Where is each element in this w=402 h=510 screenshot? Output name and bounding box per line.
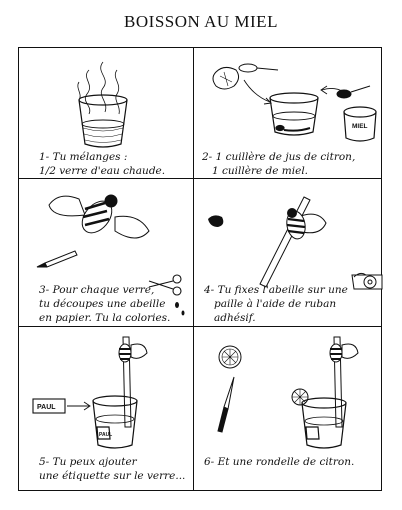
step-4-line-3: adhésif. — [214, 312, 256, 324]
tag-icon — [33, 399, 65, 413]
step-5-line-1: 5- Tu peux ajouter — [39, 456, 137, 468]
knife-icon — [218, 377, 234, 432]
paint-drop-icon — [175, 302, 185, 316]
instruction-grid — [18, 47, 382, 491]
step-5-line-2: une étiquette sur le verre... — [39, 470, 186, 482]
step-3-line-2: tu découpes une abeille — [39, 298, 166, 310]
spoon-icon — [337, 86, 370, 98]
tape-icon — [352, 273, 382, 289]
step-4-line-2: paille à l'aide de ruban — [214, 298, 337, 310]
step-6-line-1: 6- Et une rondelle de citron. — [204, 456, 355, 468]
bee-icon — [285, 209, 326, 241]
step-1-line-1: 1- Tu mélanges : — [39, 151, 128, 163]
pencil-icon — [37, 251, 77, 267]
bee-icon — [330, 344, 358, 362]
step-1-panel — [19, 48, 193, 178]
jar-label: MIEL — [352, 123, 368, 130]
step-3-caption — [39, 283, 170, 325]
step-6-panel — [194, 327, 383, 492]
lemon-slice-icon — [292, 389, 308, 405]
steam-icon — [78, 62, 119, 114]
step-3-line-3: en papier. Tu la colories. — [39, 312, 171, 324]
tag-label: PAUL — [37, 404, 56, 411]
step-2-line-2: 1 cuillère de miel. — [212, 165, 309, 177]
step-2-line-1: 2- 1 cuillère de jus de citron, — [202, 151, 356, 163]
spoon-icon — [239, 64, 278, 72]
bee-icon — [119, 344, 147, 362]
step-4-line-1: 4- Tu fixes l'abeille sur une — [204, 284, 348, 296]
step-1-line-2: 1/2 verre d'eau chaude. — [39, 165, 166, 177]
step-5-panel — [19, 327, 193, 492]
step-4-panel — [194, 179, 383, 326]
bee-icon — [49, 195, 149, 239]
arrowhead-icon — [321, 86, 327, 94]
lemon-slice-icon — [219, 346, 241, 368]
glass-tag-label: PAUL — [99, 432, 113, 438]
step-1-caption — [39, 150, 165, 178]
lemon-icon — [213, 67, 239, 89]
straw-icon — [260, 197, 310, 287]
step-2-caption — [202, 150, 355, 178]
step-2-panel — [194, 48, 383, 178]
step-3-line-1: 3- Pour chaque verre, — [39, 284, 155, 296]
page-title: BOISSON AU MIEL — [124, 12, 278, 31]
step-5-caption — [39, 455, 185, 483]
glass-icon — [270, 93, 318, 135]
paint-blob-icon — [208, 215, 223, 227]
step-3-panel — [19, 179, 193, 326]
step-4-caption — [204, 283, 348, 325]
step-6-caption — [204, 455, 354, 469]
honey-jar-icon — [344, 107, 376, 141]
